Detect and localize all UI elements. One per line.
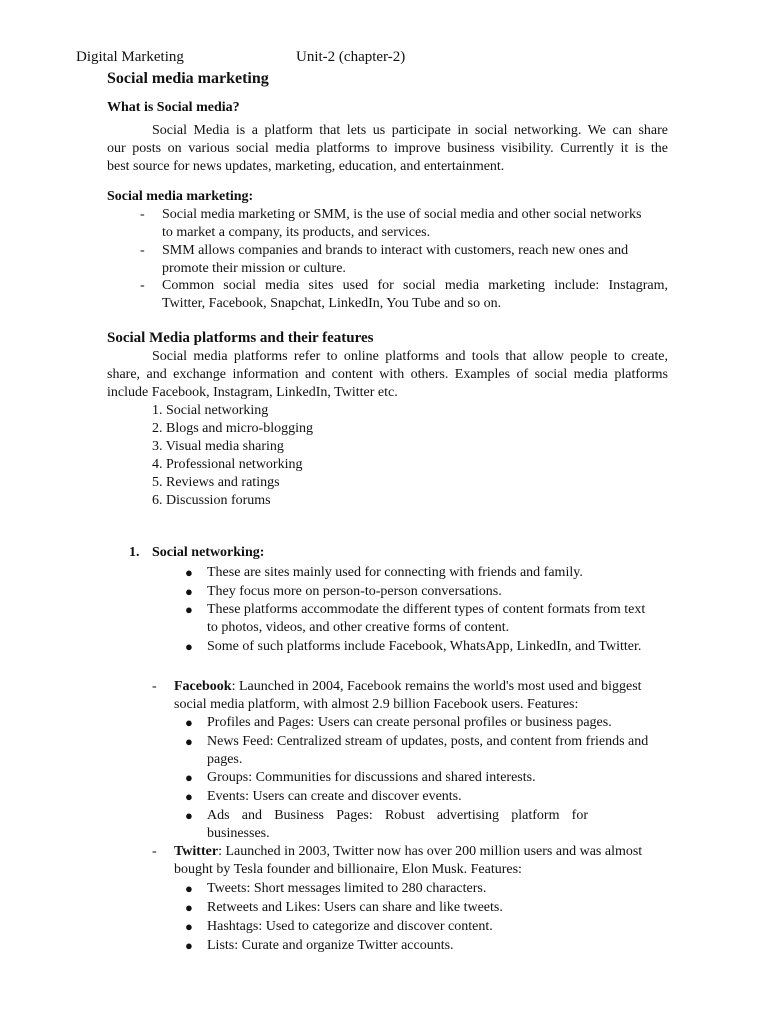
twitter-intro-text: : Launched in 2003, Twitter now has over 200 million users and was almost (218, 844, 643, 859)
smm-dash: - (140, 207, 145, 222)
facebook-feature-1: Profiles and Pages: Users can create personal profiles or business pages. (207, 715, 612, 730)
what-is-line-1: Social Media is a platform that lets us participate in social networking. We can share (152, 123, 668, 138)
twitter-name: Twitter (174, 844, 219, 859)
bullet-icon: ● (185, 789, 193, 804)
bullet-icon: ● (185, 808, 193, 823)
smm-heading: Social media marketing: (107, 189, 254, 204)
platforms-line-3: include Facebook, Instagram, LinkedIn, Twitter etc. (107, 385, 398, 400)
twitter-feature-4: Lists: Curate and organize Twitter accounts. (207, 938, 454, 953)
twitter-feature-2: Retweets and Likes: Users can share and like tweets. (207, 900, 503, 915)
facebook-intro-line-2: social media platform, with almost 2.9 billion Facebook users. Features: (174, 697, 579, 712)
page-title: Social media marketing (107, 70, 269, 87)
platforms-line-1: Social media platforms refer to online platforms and tools that allow people to create, (152, 349, 668, 364)
twitter-intro-line-2: bought by Tesla founder and billionaire, Elon Musk. Features: (174, 862, 522, 877)
smm-item-3-line-2: Twitter, Facebook, Snapchat, LinkedIn, You Tube and so on. (162, 296, 502, 311)
facebook-feature-4: Events: Users can create and discover events. (207, 789, 462, 804)
smm-dash: - (140, 243, 145, 258)
platform-list-item: 2. Blogs and micro-blogging (152, 421, 313, 436)
sn-bullet-2: They focus more on person-to-person conversations. (207, 584, 502, 599)
facebook-intro (174, 678, 642, 696)
bullet-icon: ● (185, 881, 193, 896)
facebook-feature-2-line-2: pages. (207, 752, 243, 767)
platform-list-item: 5. Reviews and ratings (152, 475, 280, 490)
bullet-icon: ● (185, 900, 193, 915)
platforms-heading: Social Media platforms and their features (107, 330, 374, 346)
facebook-feature-2-line-1: News Feed: Centralized stream of updates, posts, and content from friends and (207, 734, 649, 749)
section-number: 1. (129, 545, 140, 560)
sn-bullet-1: These are sites mainly used for connecting with friends and family. (207, 565, 583, 580)
twitter-intro (174, 843, 642, 861)
header-unit: Unit-2 (chapter-2) (296, 49, 406, 65)
facebook-feature-5-line-2: businesses. (207, 826, 270, 841)
sn-bullet-3-line-2: to photos, videos, and other creative forms of content. (207, 620, 510, 635)
bullet-icon: ● (185, 734, 193, 749)
smm-item-1-line-2: to market a company, its products, and services. (162, 225, 431, 240)
what-is-line-3: best source for news updates, marketing, education, and entertainment. (107, 159, 505, 174)
facebook-feature-5-line-1: Ads and Business Pages: Robust advertising platform for (207, 808, 588, 823)
platform-list-item: 3. Visual media sharing (152, 439, 284, 454)
what-is-heading: What is Social media? (107, 100, 240, 115)
smm-item-3-line-1: Common social media sites used for social media marketing include: Instagram, (162, 278, 668, 293)
bullet-icon: ● (185, 715, 193, 730)
what-is-line-2: our posts on various social media platforms to improve business visibility. Currently it is the (107, 141, 668, 156)
platforms-line-2: share, and exchange information and content with others. Examples of social media platforms (107, 367, 668, 382)
facebook-dash: - (152, 679, 157, 694)
bullet-icon: ● (185, 639, 193, 654)
twitter-feature-3: Hashtags: Used to categorize and discover content. (207, 919, 493, 934)
bullet-icon: ● (185, 919, 193, 934)
twitter-feature-1: Tweets: Short messages limited to 280 characters. (207, 881, 487, 896)
bullet-icon: ● (185, 770, 193, 785)
social-networking-heading: Social networking: (152, 545, 265, 560)
bullet-icon: ● (185, 938, 193, 953)
platform-list-item: 4. Professional networking (152, 457, 303, 472)
facebook-feature-3: Groups: Communities for discussions and shared interests. (207, 770, 536, 785)
platform-list-item: 1. Social networking (152, 403, 269, 418)
smm-item-1-line-1: Social media marketing or SMM, is the use of social media and other social networks (162, 207, 642, 222)
sn-bullet-3-line-1: These platforms accommodate the different types of content formats from text (207, 602, 646, 617)
smm-dash: - (140, 278, 145, 293)
platform-list-item: 6. Discussion forums (152, 493, 271, 508)
smm-item-2-line-2: promote their mission or culture. (162, 261, 346, 276)
facebook-name: Facebook (174, 679, 232, 694)
sn-bullet-4: Some of such platforms include Facebook, WhatsApp, LinkedIn, and Twitter. (207, 639, 642, 654)
bullet-icon: ● (185, 584, 193, 599)
bullet-icon: ● (185, 565, 193, 580)
bullet-icon: ● (185, 602, 193, 617)
header-subject: Digital Marketing (76, 49, 184, 65)
twitter-dash: - (152, 844, 157, 859)
smm-item-2-line-1: SMM allows companies and brands to interact with customers, reach new ones and (162, 243, 629, 258)
facebook-intro-text: : Launched in 2004, Facebook remains the world's most used and biggest (231, 679, 642, 694)
